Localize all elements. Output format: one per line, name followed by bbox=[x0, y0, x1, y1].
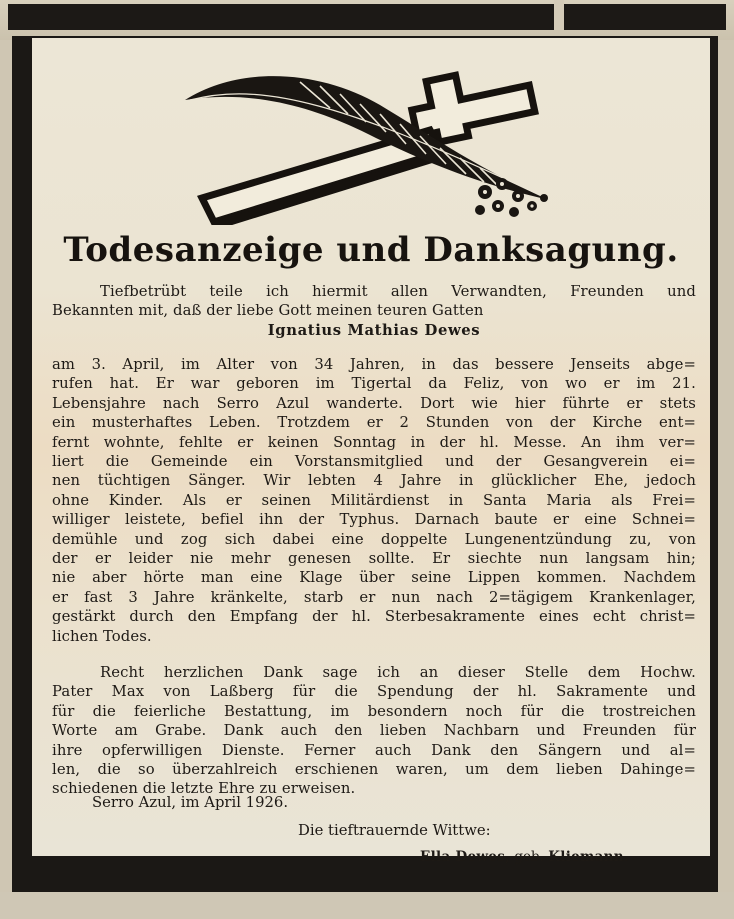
signature-maiden-name: Kliemann. bbox=[548, 849, 629, 865]
signature bbox=[420, 849, 629, 865]
thanks-line: für die feierliche Bestattung, im besondern noch für die trostreichen bbox=[52, 702, 696, 720]
signature-name: Ella Dewes, bbox=[420, 849, 511, 865]
body-paragraph bbox=[52, 355, 696, 646]
deceased-name: Ignatius Mathias Dewes bbox=[267, 321, 481, 339]
body-line: williger leistete, befiel ihn der Typhus. Darnach baute er eine Schnei= bbox=[52, 511, 696, 529]
body-line: nen tüchtigen Sänger. Wir lebten 4 Jahre in glücklicher Ehe, jedoch bbox=[52, 472, 696, 490]
body-line: am 3. April, im Alter von 34 Jahren, in das bessere Jenseits abge= bbox=[52, 356, 696, 373]
top-rule-gap bbox=[554, 0, 564, 30]
body-line: rufen hat. Er war geboren im Tigertal da Feliz, von wo er im 21. bbox=[52, 375, 696, 393]
thanks-line: Pater Max von Laßberg für die Spendung der hl. Sakramente und bbox=[52, 683, 696, 701]
thanks-line: Worte am Grabe. Dank auch den lieben Nachbarn und Freunden für bbox=[52, 722, 696, 740]
cross-and-palm-emblem bbox=[180, 60, 560, 225]
body-line: gestärkt durch den Empfang der hl. Sterbesakramente eines echt christ= bbox=[52, 608, 696, 626]
paper-bottom-edge bbox=[0, 892, 734, 919]
widow-label: Die tieftrauernde Wittwe: bbox=[298, 822, 491, 839]
top-rule bbox=[8, 4, 726, 30]
body-line: lichen Todes. bbox=[52, 627, 152, 645]
body-line: ohne Kinder. Als er seinen Militärdienst in Santa Maria als Frei= bbox=[52, 491, 696, 509]
body-line: demühle und zog sich dabei eine doppelte Lungenentzündung zu, von bbox=[52, 530, 696, 548]
signature-connector: geb. bbox=[510, 849, 549, 865]
body-line: Lebensjahre nach Serro Azul wanderte. Dort wie hier führte er stets bbox=[52, 394, 696, 412]
thanks-line: len, die so überzahlreich erschienen waren, um dem lieben Dahinge= bbox=[52, 761, 696, 779]
intro-paragraph bbox=[52, 282, 696, 340]
intro-line-2: Bekannten mit, daß der liebe Gott meinen teuren Gatten bbox=[52, 302, 484, 320]
body-line: liert die Gemeinde ein Vorstansmitglied und der Gesangverein ei= bbox=[52, 453, 696, 471]
body-line: er fast 3 Jahre kränkelte, starb er nun nach 2=tägigem Krankenlager, bbox=[52, 588, 696, 606]
body-line: ein musterhaftes Leben. Trotzdem er 2 Stunden von der Kirche ent= bbox=[52, 414, 696, 432]
thanks-line: ihre opferwilligen Dienste. Ferner auch Dank den Sängern und al= bbox=[52, 741, 696, 759]
notice-heading: Todesanzeige und Danksagung. bbox=[63, 230, 679, 270]
place-date: Serro Azul, im April 1926. bbox=[92, 794, 289, 811]
thanks-paragraph bbox=[52, 663, 696, 799]
thanks-line: Recht herzlichen Dank sage ich an dieser Stelle dem Hochw. bbox=[100, 664, 696, 681]
thanks-line: schiedenen die letzte Ehre zu erweisen. bbox=[52, 780, 356, 798]
body-line: der er leider nie mehr genesen sollte. Er siechte nun langsam hin; bbox=[52, 550, 696, 568]
body-line: fernt wohnte, fehlte er keinen Sonntag in der hl. Messe. An ihm ver= bbox=[52, 433, 696, 451]
intro-line-1: Tiefbetrübt teile ich hiermit allen Verwandten, Freunden und bbox=[100, 283, 696, 300]
body-line: nie aber hörte man eine Klage über seine Lippen kommen. Nachdem bbox=[52, 569, 696, 587]
